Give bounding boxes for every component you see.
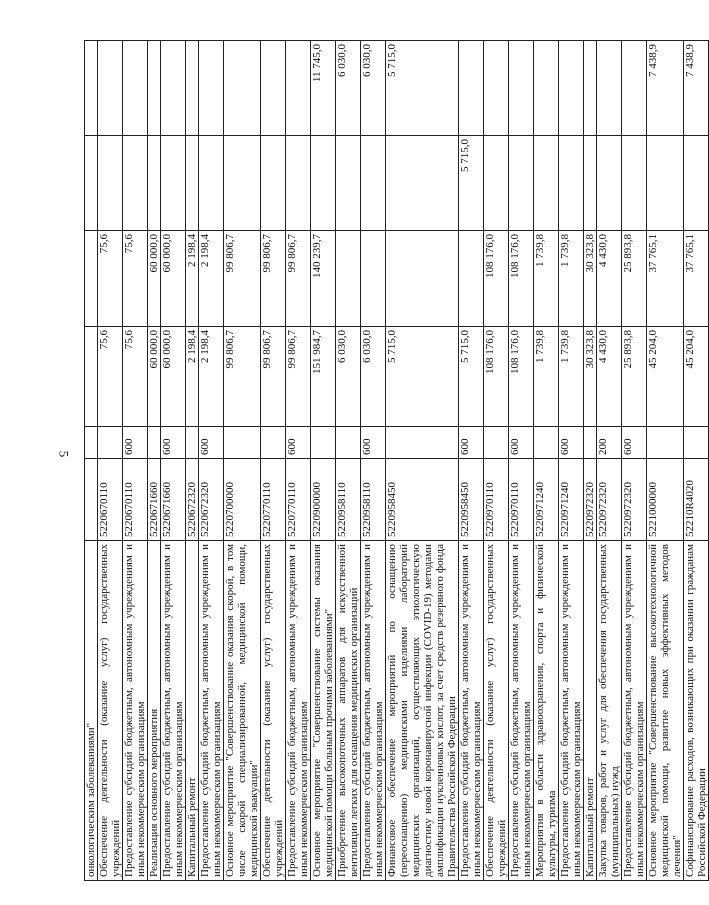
row-amount-c-cell: [123, 41, 148, 136]
row-vr-cell: [584, 427, 597, 459]
table-row: [148, 41, 161, 881]
table-row: [559, 41, 584, 881]
row-total-cell: 1 739,8: [559, 327, 584, 427]
row-amount-a-cell: 140 239,7: [311, 231, 336, 327]
row-amount-c-cell: [622, 41, 647, 136]
row-amount-b-cell: [336, 136, 361, 231]
row-amount-c-cell: [186, 41, 199, 136]
row-amount-c-cell: 7 438,9: [684, 41, 709, 136]
row-name-cell: Предоставление субсидий бюджетным, автономным учреждениям и иным некоммерческим организациям: [559, 541, 584, 881]
row-vr-cell: [336, 427, 361, 459]
row-code-cell: 5220970110: [509, 459, 534, 541]
row-vr-cell: 600: [509, 427, 534, 459]
budget-table-container: [84, 41, 708, 881]
row-amount-a-cell: 60 000,0: [161, 231, 186, 327]
row-amount-c-cell: [597, 41, 622, 136]
row-name-cell: Предоставление субсидий бюджетным, автономным учреждениям и иным некоммерческим организациям: [622, 541, 647, 881]
table-row: [361, 41, 386, 881]
row-vr-cell: 600: [161, 427, 186, 459]
table-row: [199, 41, 224, 881]
row-amount-c-cell: 7 438,9: [647, 41, 684, 136]
row-amount-a-cell: 1 739,8: [559, 231, 584, 327]
table-row: [534, 41, 559, 881]
row-total-cell: 108 176,0: [509, 327, 534, 427]
table-row: [98, 41, 123, 881]
row-amount-c-cell: 11 745,0: [311, 41, 336, 136]
row-name-cell: Предоставление субсидий бюджетным, автономным учреждениям и иным некоммерческим организациям: [286, 541, 311, 881]
row-vr-cell: 600: [361, 427, 386, 459]
row-code-cell: 5220670110: [123, 459, 148, 541]
row-code-cell: 5220670110: [98, 459, 123, 541]
row-amount-a-cell: 37 765,1: [647, 231, 684, 327]
row-total-cell: 6 030,0: [336, 327, 361, 427]
rotated-page-area: [84, 41, 708, 881]
row-name-cell: Капитальный ремонт: [584, 541, 597, 881]
row-code-cell: 5220770110: [261, 459, 286, 541]
row-amount-a-cell: [459, 231, 484, 327]
row-amount-c-cell: [459, 41, 484, 136]
row-vr-cell: [148, 427, 161, 459]
row-name-cell: Мероприятия в области здравоохранения, спорта и физической культуры, туризма: [534, 541, 559, 881]
row-code-cell: [85, 459, 98, 541]
row-code-cell: 5220972320: [584, 459, 597, 541]
row-vr-cell: 600: [199, 427, 224, 459]
row-vr-cell: [647, 427, 684, 459]
row-vr-cell: [186, 427, 199, 459]
row-amount-b-cell: [261, 136, 286, 231]
row-amount-b-cell: [286, 136, 311, 231]
row-vr-cell: 200: [597, 427, 622, 459]
row-amount-b-cell: [534, 136, 559, 231]
row-total-cell: [85, 327, 98, 427]
row-amount-a-cell: 108 176,0: [509, 231, 534, 327]
table-row: [286, 41, 311, 881]
row-total-cell: 2 198,4: [199, 327, 224, 427]
row-code-cell: 5220971240: [559, 459, 584, 541]
row-total-cell: 4 430,0: [597, 327, 622, 427]
row-total-cell: 45 204,0: [684, 327, 709, 427]
table-row: [186, 41, 199, 881]
row-amount-a-cell: [361, 231, 386, 327]
row-vr-cell: [386, 427, 459, 459]
row-total-cell: 151 984,7: [311, 327, 336, 427]
table-row: [597, 41, 622, 881]
table-row: [161, 41, 186, 881]
row-amount-c-cell: [261, 41, 286, 136]
row-vr-cell: 600: [559, 427, 584, 459]
row-total-cell: 1 739,8: [534, 327, 559, 427]
row-amount-a-cell: 75,6: [123, 231, 148, 327]
row-code-cell: 52210R4020: [684, 459, 709, 541]
row-amount-c-cell: [98, 41, 123, 136]
row-amount-b-cell: [647, 136, 684, 231]
row-vr-cell: [261, 427, 286, 459]
row-code-cell: 5220972320: [622, 459, 647, 541]
table-row: [386, 41, 459, 881]
row-name-cell: Капитальный ремонт: [186, 541, 199, 881]
table-row: [622, 41, 647, 881]
row-code-cell: 5220958110: [336, 459, 361, 541]
row-amount-b-cell: [597, 136, 622, 231]
row-amount-b-cell: [622, 136, 647, 231]
row-name-cell: Реализация основного мероприятия: [148, 541, 161, 881]
row-total-cell: 99 806,7: [224, 327, 261, 427]
table-row: [509, 41, 534, 881]
row-name-cell: Основное мероприятие "Совершенствование оказания скорой, в том числе скорой специализированной, медицинской помощи, медицинской эвакуации": [224, 541, 261, 881]
budget-table: [84, 40, 709, 881]
row-amount-a-cell: 99 806,7: [224, 231, 261, 327]
row-name-cell: Основное мероприятие "Совершенствование высокотехнологичной медицинской помощи, развитие новых эффективных методов лечения": [647, 541, 684, 881]
row-total-cell: 75,6: [123, 327, 148, 427]
row-amount-c-cell: [534, 41, 559, 136]
row-amount-c-cell: [199, 41, 224, 136]
row-code-cell: 5220971240: [534, 459, 559, 541]
row-code-cell: 5220700000: [224, 459, 261, 541]
row-vr-cell: [311, 427, 336, 459]
row-amount-a-cell: 108 176,0: [484, 231, 509, 327]
row-amount-c-cell: 6 030,0: [336, 41, 361, 136]
row-amount-b-cell: [148, 136, 161, 231]
row-amount-b-cell: 5 715,0: [459, 136, 484, 231]
row-amount-b-cell: [311, 136, 336, 231]
row-amount-c-cell: [224, 41, 261, 136]
row-amount-c-cell: [286, 41, 311, 136]
row-vr-cell: [484, 427, 509, 459]
row-total-cell: 6 030,0: [361, 327, 386, 427]
row-amount-a-cell: 99 806,7: [261, 231, 286, 327]
table-row: [584, 41, 597, 881]
row-amount-c-cell: [161, 41, 186, 136]
row-amount-b-cell: [361, 136, 386, 231]
row-vr-cell: 600: [622, 427, 647, 459]
row-code-cell: 5220672320: [199, 459, 224, 541]
table-row: [647, 41, 684, 881]
row-amount-b-cell: [684, 136, 709, 231]
row-total-cell: 30 323,8: [584, 327, 597, 427]
row-amount-a-cell: 60 000,0: [148, 231, 161, 327]
table-row: [261, 41, 286, 881]
row-amount-c-cell: [584, 41, 597, 136]
row-vr-cell: 600: [286, 427, 311, 459]
row-code-cell: 5220770110: [286, 459, 311, 541]
row-amount-c-cell: [509, 41, 534, 136]
row-vr-cell: [85, 427, 98, 459]
row-amount-b-cell: [484, 136, 509, 231]
row-amount-b-cell: [123, 136, 148, 231]
row-amount-c-cell: [484, 41, 509, 136]
row-code-cell: 5220958450: [459, 459, 484, 541]
row-amount-c-cell: [148, 41, 161, 136]
row-total-cell: 5 715,0: [459, 327, 484, 427]
row-code-cell: 5221000000: [647, 459, 684, 541]
row-name-cell: Софинансирование расходов, возникающих при оказании гражданам Российской Федерации: [684, 541, 709, 881]
table-row: [123, 41, 148, 881]
row-vr-cell: 600: [123, 427, 148, 459]
row-code-cell: 5220958110: [361, 459, 386, 541]
row-amount-b-cell: [85, 136, 98, 231]
row-amount-a-cell: 2 198,4: [186, 231, 199, 327]
row-amount-a-cell: 2 198,4: [199, 231, 224, 327]
row-code-cell: 5220671660: [161, 459, 186, 541]
row-amount-a-cell: [85, 231, 98, 327]
row-vr-cell: [534, 427, 559, 459]
row-code-cell: 5220972320: [597, 459, 622, 541]
row-amount-b-cell: [584, 136, 597, 231]
table-row: [484, 41, 509, 881]
row-amount-a-cell: 99 806,7: [286, 231, 311, 327]
row-amount-a-cell: 4 430,0: [597, 231, 622, 327]
row-amount-a-cell: 30 323,8: [584, 231, 597, 327]
row-amount-b-cell: [509, 136, 534, 231]
row-amount-c-cell: [85, 41, 98, 136]
row-total-cell: 5 715,0: [386, 327, 459, 427]
row-amount-a-cell: 25 893,8: [622, 231, 647, 327]
row-amount-a-cell: 75,6: [98, 231, 123, 327]
row-amount-a-cell: 37 765,1: [684, 231, 709, 327]
page-number: 5: [56, 450, 72, 458]
row-total-cell: 75,6: [98, 327, 123, 427]
row-amount-c-cell: [559, 41, 584, 136]
table-row: [684, 41, 709, 881]
row-name-cell: Предоставление субсидий бюджетным, автономным учреждениям и иным некоммерческим организациям: [509, 541, 534, 881]
row-vr-cell: [224, 427, 261, 459]
row-name-cell: онкологическим заболеваниями": [85, 541, 98, 881]
row-vr-cell: 600: [459, 427, 484, 459]
row-amount-b-cell: [161, 136, 186, 231]
row-amount-c-cell: 5 715,0: [386, 41, 459, 136]
row-code-cell: 5220970110: [484, 459, 509, 541]
table-row: [85, 41, 98, 881]
row-name-cell: Приобретение высокопоточных аппаратов для искусственной вентиляции легких для оснащения медицинских организаций: [336, 541, 361, 881]
row-total-cell: 99 806,7: [286, 327, 311, 427]
table-row: [336, 41, 361, 881]
row-total-cell: 60 000,0: [148, 327, 161, 427]
row-vr-cell: [98, 427, 123, 459]
row-amount-b-cell: [224, 136, 261, 231]
row-name-cell: Обеспечение деятельности (оказание услуг) государственных учреждений: [484, 541, 509, 881]
row-amount-b-cell: [98, 136, 123, 231]
table-row: [459, 41, 484, 881]
row-code-cell: 5220958450: [386, 459, 459, 541]
row-code-cell: 5220671660: [148, 459, 161, 541]
row-name-cell: Основное мероприятие "Совершенствование системы оказания медицинской помощи больным прочими заболеваниями": [311, 541, 336, 881]
row-amount-b-cell: [199, 136, 224, 231]
row-total-cell: 60 000,0: [161, 327, 186, 427]
row-total-cell: 2 198,4: [186, 327, 199, 427]
row-code-cell: 5220672320: [186, 459, 199, 541]
row-total-cell: 108 176,0: [484, 327, 509, 427]
row-total-cell: 99 806,7: [261, 327, 286, 427]
row-code-cell: 5220900000: [311, 459, 336, 541]
row-amount-a-cell: [336, 231, 361, 327]
row-name-cell: Предоставление субсидий бюджетным, автономным учреждениям и иным некоммерческим организациям: [199, 541, 224, 881]
row-name-cell: Предоставление субсидий бюджетным, автономным учреждениям и иным некоммерческим организациям: [459, 541, 484, 881]
table-row: [224, 41, 261, 881]
row-amount-b-cell: [386, 136, 459, 231]
row-amount-b-cell: [559, 136, 584, 231]
row-vr-cell: [684, 427, 709, 459]
row-name-cell: Предоставление субсидий бюджетным, автономным учреждениям и иным некоммерческим организациям: [123, 541, 148, 881]
row-amount-a-cell: [386, 231, 459, 327]
row-total-cell: 25 893,8: [622, 327, 647, 427]
row-name-cell: Обеспечение деятельности (оказание услуг) государственных учреждений: [98, 541, 123, 881]
row-name-cell: Закупка товаров, работ и услуг для обеспечения государственных (муниципальных) нужд: [597, 541, 622, 881]
row-name-cell: Обеспечение деятельности (оказание услуг) государственных учреждений: [261, 541, 286, 881]
row-total-cell: 45 204,0: [647, 327, 684, 427]
row-amount-b-cell: [186, 136, 199, 231]
budget-table-body: [85, 41, 709, 881]
row-name-cell: Финансовое обеспечение мероприятий по оснащению (переоснащению) медицинскими изделиями лабораторий медицинских организаций, осуществляющих этиологическую диагностику новой коронавирусной инфекции (COVID-19) методами амплификации нуклеиновых кислот, за счет средств резервного фонда Правительства Российской Федерации: [386, 541, 459, 881]
table-row: [311, 41, 336, 881]
row-amount-c-cell: 6 030,0: [361, 41, 386, 136]
row-amount-a-cell: 1 739,8: [534, 231, 559, 327]
row-name-cell: Предоставление субсидий бюджетным, автономным учреждениям и иным некоммерческим организациям: [361, 541, 386, 881]
row-name-cell: Предоставление субсидий бюджетным, автономным учреждениям и иным некоммерческим организациям: [161, 541, 186, 881]
